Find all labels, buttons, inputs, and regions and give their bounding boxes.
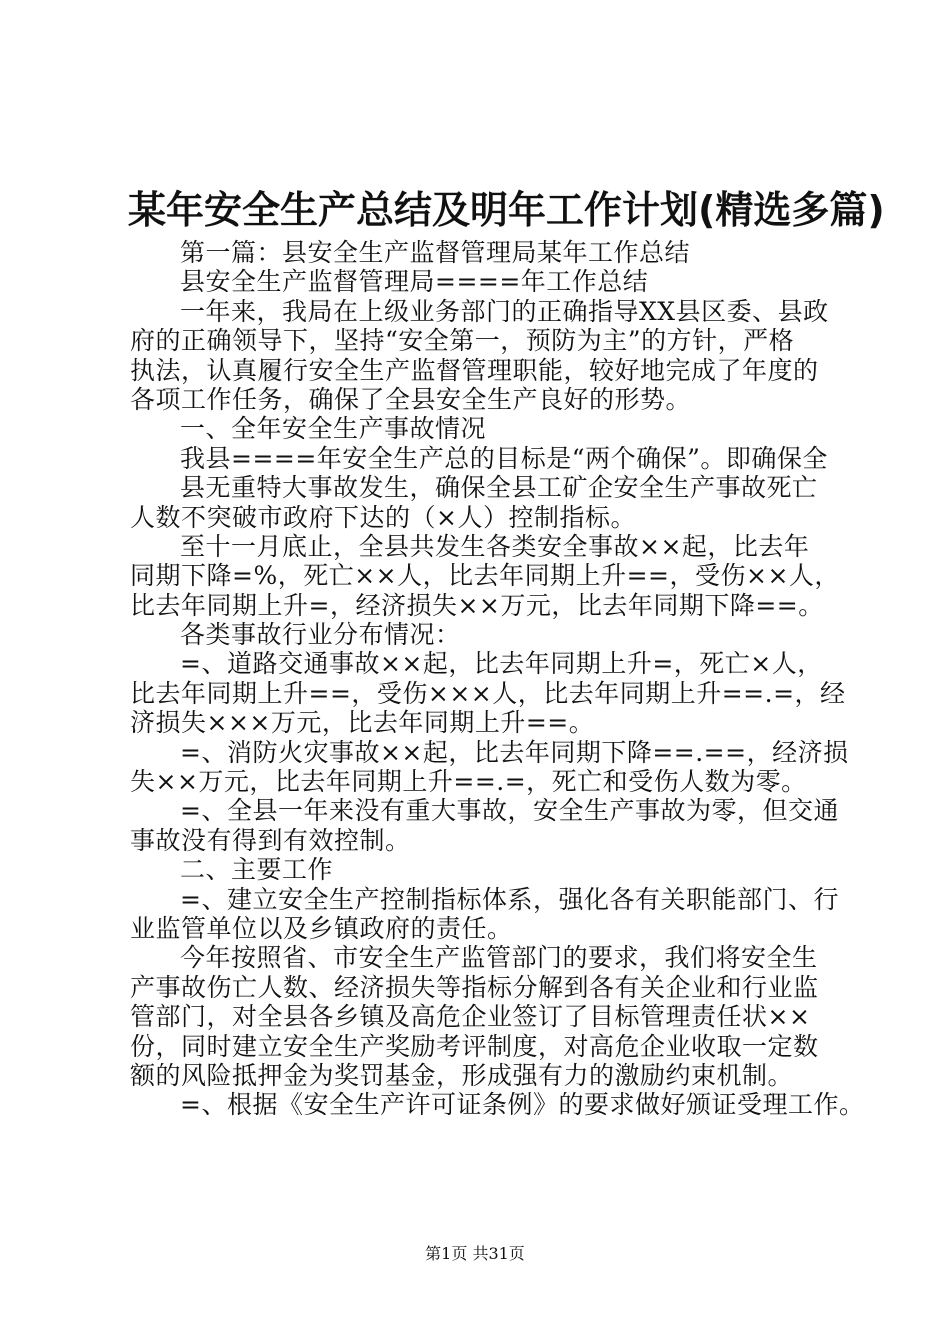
paragraph-line: 府的正确领导下，坚持“安全第一，预防为主”的方针，严格 <box>130 326 795 356</box>
paragraph-line: 济损失×××万元，比去年同期上升==。 <box>130 708 595 738</box>
paragraph-line: 额的风险抵押金为奖罚基金，形成强有力的激励约束机制。 <box>130 1060 794 1090</box>
paragraph-line: 同期下降=%，死亡××人，比去年同期上升==，受伤××人， <box>130 561 840 591</box>
paragraph-line: 比去年同期上升=，经济损失××万元，比去年同期下降==。 <box>130 590 824 620</box>
paragraph-line: 至十一月底止，全县共发生各类安全事故××起，比去年 <box>180 531 810 561</box>
paragraph-line: 我县====年安全生产总的目标是“两个确保”。即确保全 <box>180 443 828 473</box>
paragraph-line: 县无重特大事故发生，确保全县工矿企安全生产事故死亡 <box>180 473 818 503</box>
paragraph-line: 各类事故行业分布情况： <box>180 620 461 650</box>
paragraph-line: 各项工作任务，确保了全县安全生产良好的形势。 <box>130 384 692 414</box>
document-title: 某年安全生产总结及明年工作计划(精选多篇) <box>128 188 885 232</box>
paragraph-line: 份，同时建立安全生产奖励考评制度，对高危企业收取一定数 <box>130 1031 819 1061</box>
paragraph-line: =、消防火灾事故××起，比去年同期下降==.==，经济损 <box>180 737 849 767</box>
paragraph-line: =、根据《安全生产许可证条例》的要求做好颁证受理工作。 <box>180 1090 865 1120</box>
paragraph-line: 业监管单位以及乡镇政府的责任。 <box>130 913 513 943</box>
paragraph-line: =、全县一年来没有重大事故，安全生产事故为零，但交通 <box>180 796 839 826</box>
document-body <box>130 238 865 1120</box>
paragraph-line: 执法，认真履行安全生产监督管理职能，较好地完成了年度的 <box>130 355 819 385</box>
paragraph-line: 人数不突破市政府下达的（×人）控制指标。 <box>130 502 636 532</box>
paragraph-line: 比去年同期上升==，受伤×××人，比去年同期上升==.=，经 <box>130 678 846 708</box>
page-footer: 第1页 共31页 <box>425 1244 525 1263</box>
paragraph-line: 二、主要工作 <box>180 855 334 885</box>
paragraph-line: =、道路交通事故××起，比去年同期上升=，死亡×人， <box>180 649 823 679</box>
paragraph-line: 失××万元，比去年同期上升==.=，死亡和受伤人数为零。 <box>130 767 807 797</box>
paragraph-line: 一年来，我局在上级业务部门的正确指导XX县区委、县政 <box>180 296 829 326</box>
paragraph-line: 事故没有得到有效控制。 <box>130 825 411 855</box>
paragraph-line: 今年按照省、市安全生产监管部门的要求，我们将安全生 <box>180 943 818 973</box>
paragraph-line: =、建立安全生产控制指标体系，强化各有关职能部门、行 <box>180 884 839 914</box>
paragraph-line: 产事故伤亡人数、经济损失等指标分解到各有关企业和行业监 <box>130 972 819 1002</box>
paragraph-line: 管部门，对全县各乡镇及高危企业签订了目标管理责任状×× <box>130 1002 811 1032</box>
paragraph-line: 第一篇：县安全生产监督管理局某年工作总结 <box>180 238 691 267</box>
paragraph-line: 县安全生产监督管理局====年工作总结 <box>180 267 649 297</box>
paragraph-line: 一、全年安全生产事故情况 <box>180 414 487 444</box>
